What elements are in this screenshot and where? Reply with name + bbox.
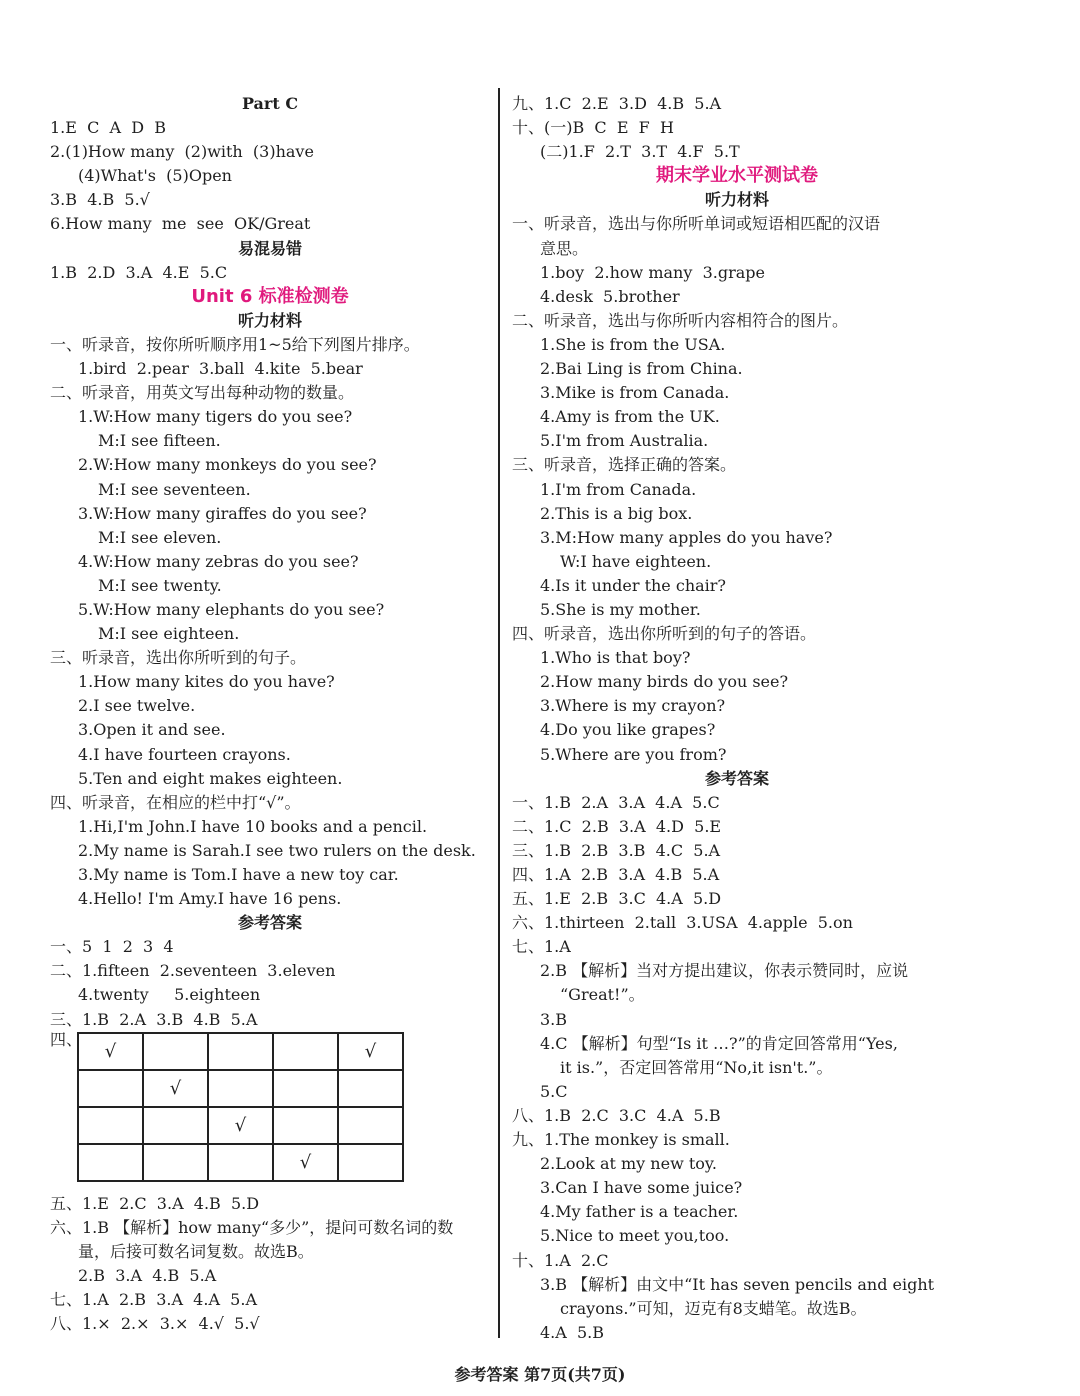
text-line: W:I have eighteen. — [560, 551, 712, 571]
text-line: 一、5 1 2 3 4 — [50, 937, 174, 957]
left-column — [50, 92, 490, 1336]
grid-row — [78, 1070, 403, 1107]
text-line: 七、1.A 2.B 3.A 4.A 5.A — [50, 1290, 257, 1310]
text-line: 1.Hi,I'm John.I have 10 books and a pencil. — [78, 816, 428, 836]
test-title: 期末学业水平测试卷 — [656, 165, 818, 187]
grid-cell — [338, 1144, 403, 1181]
text-line: 六、1.thirteen 2.tall 3.USA 4.apple 5.on — [512, 913, 853, 933]
section-heading: 参考答案 — [237, 913, 302, 933]
text-line: 5.W:How many elephants do you see? — [78, 599, 385, 619]
section-heading: 听力材料 — [237, 310, 302, 330]
grid-cell — [143, 1033, 208, 1070]
grid-row — [78, 1033, 403, 1070]
text-line: 三、听录音，选出你所听到的句子。 — [50, 648, 307, 668]
grid-cell — [78, 1070, 143, 1107]
text-line: 三、1.B 2.A 3.B 4.B 5.A — [50, 1009, 258, 1029]
grid-cell: √ — [78, 1033, 143, 1070]
text-line: 七、1.A — [512, 937, 571, 957]
text-line: 1.bird 2.pear 3.ball 4.kite 5.bear — [78, 359, 363, 379]
text-line: 3.M:How many apples do you have? — [540, 527, 833, 547]
column-divider — [498, 88, 500, 1338]
text-line: 四、1.A 2.B 3.A 4.B 5.A — [512, 865, 720, 884]
text-line: 一、听录音，按你所听顺序用1~5给下列图片排序。 — [50, 334, 420, 354]
text-line: 3.Mike is from Canada. — [540, 383, 730, 403]
text-line: 4.C 【解析】句型“Is it …?”的肯定回答常用“Yes, — [540, 1033, 898, 1053]
section-heading: Part C — [241, 94, 299, 113]
text-line: 十、(一)B C E F H — [512, 118, 674, 138]
text-line: 4.Hello! I'm Amy.I have 16 pens. — [78, 889, 342, 909]
text-line: 2.B 【解析】当对方提出建议，你表示赞同时，应说 — [540, 961, 909, 981]
text-line: 3.Can I have some juice? — [540, 1178, 743, 1198]
test-title: Unit 6 标准检测卷 — [191, 285, 349, 307]
answer-grid-block — [50, 1029, 490, 1192]
grid-cell — [143, 1107, 208, 1144]
text-line: 5.She is my mother. — [540, 599, 701, 619]
text-line: 二、1.C 2.B 3.A 4.D 5.E — [512, 816, 722, 836]
text-line: 4.My father is a teacher. — [540, 1202, 739, 1222]
text-line: 八、1.× 2.× 3.× 4.√ 5.√ — [50, 1314, 260, 1334]
text-line: 1.I'm from Canada. — [540, 479, 697, 499]
text-line: 一、1.B 2.A 3.A 4.A 5.C — [512, 792, 720, 812]
text-line: 1.How many kites do you have? — [78, 672, 335, 692]
text-line: 4.twenty 5.eighteen — [78, 985, 261, 1005]
text-line: 5.Where are you from? — [540, 744, 727, 764]
text-line: 3.Open it and see. — [78, 720, 226, 740]
text-line: 八、1.B 2.C 3.C 4.A 5.B — [512, 1105, 721, 1125]
grid-cell — [208, 1070, 273, 1107]
text-line: M:I see eighteen. — [98, 624, 240, 644]
text-line: M:I see fifteen. — [98, 431, 221, 451]
grid-cell: √ — [273, 1144, 338, 1181]
grid-row — [78, 1144, 403, 1181]
grid-row — [78, 1107, 403, 1144]
text-line: 4.desk 5.brother — [540, 286, 680, 306]
text-line: 3.B 4.B 5.√ — [50, 190, 150, 210]
grid-cell — [273, 1033, 338, 1070]
text-line: 6.How many me see OK/Great — [50, 214, 311, 234]
text-line: 3.My name is Tom.I have a new toy car. — [78, 865, 399, 884]
text-line: 2.Bai Ling is from China. — [540, 359, 743, 379]
text-line: 1.Who is that boy? — [540, 648, 691, 668]
left-text-block-after — [50, 1192, 490, 1337]
grid-cell: √ — [143, 1070, 208, 1107]
grid-label: 四、 — [50, 1029, 83, 1049]
text-line: 十、1.A 2.C — [512, 1250, 609, 1270]
text-line: (4)What's (5)Open — [78, 166, 232, 186]
answer-grid — [77, 1032, 404, 1182]
text-line: 5.Nice to meet you,too. — [540, 1226, 730, 1246]
left-text-block — [50, 92, 490, 1032]
text-line: crayons.”可知，迈克有8支蜡笔。故选B。 — [560, 1298, 867, 1318]
text-line: 4.Amy is from the UK. — [540, 407, 720, 427]
text-line: 一、听录音，选出与你所听单词或短语相匹配的汉语 — [512, 214, 881, 234]
text-line: 4.Is it under the chair? — [540, 575, 727, 595]
right-column — [512, 92, 962, 1345]
grid-cell — [78, 1144, 143, 1181]
text-line: 2.My name is Sarah.I see two rulers on the desk. — [78, 840, 476, 860]
text-line: 四、听录音，选出你所听到的句子的答语。 — [512, 624, 817, 644]
page-footer: 参考答案 第7页(共7页) — [454, 1365, 626, 1384]
text-line: (二)1.F 2.T 3.T 4.F 5.T — [540, 142, 740, 162]
text-line: 4.I have fourteen crayons. — [78, 744, 291, 764]
text-line: 4.Do you like grapes? — [540, 720, 716, 740]
text-line: 量，后接可数名词复数。故选B。 — [78, 1241, 314, 1261]
grid-cell — [208, 1033, 273, 1070]
text-line: 1.E C A D B — [50, 118, 167, 138]
text-line: 六、1.B 【解析】how many“多少”，提问可数名词的数 — [50, 1217, 454, 1237]
text-line: 意思。 — [540, 238, 589, 258]
grid-cell — [338, 1070, 403, 1107]
text-line: 5.I'm from Australia. — [540, 431, 709, 451]
text-line: “Great!”。 — [560, 985, 645, 1005]
grid-cell: √ — [208, 1107, 273, 1144]
section-heading: 易混易错 — [237, 238, 302, 258]
text-line: it is.”，否定回答常用“No,it isn't.”。 — [560, 1057, 833, 1077]
grid-cell — [338, 1107, 403, 1144]
text-line: 五、1.E 2.C 3.A 4.B 5.D — [50, 1193, 260, 1213]
text-line: 2.This is a big box. — [540, 503, 693, 523]
grid-cell — [273, 1107, 338, 1144]
text-line: 2.(1)How many (2)with (3)have — [50, 142, 314, 162]
grid-cell: √ — [338, 1033, 403, 1070]
text-line: 1.B 2.D 3.A 4.E 5.C — [50, 262, 228, 282]
grid-cell — [273, 1070, 338, 1107]
text-line: M:I see eleven. — [98, 527, 222, 547]
text-line: 5.C — [540, 1081, 568, 1101]
text-line: 2.I see twelve. — [78, 696, 196, 716]
text-line: 3.B — [540, 1009, 568, 1029]
text-line: 2.W:How many monkeys do you see? — [78, 455, 377, 475]
text-line: M:I see seventeen. — [98, 479, 251, 499]
text-line: 四、听录音，在相应的栏中打“√”。 — [50, 792, 301, 812]
text-line: 二、听录音，选出与你所听内容相符合的图片。 — [512, 310, 849, 330]
grid-cell — [143, 1144, 208, 1181]
text-line: 三、听录音，选择正确的答案。 — [512, 455, 737, 475]
text-line: 2.B 3.A 4.B 5.A — [78, 1265, 217, 1285]
text-line: 1.She is from the USA. — [540, 334, 726, 354]
text-line: 1.boy 2.how many 3.grape — [540, 262, 765, 282]
text-line: 二、听录音，用英文写出每种动物的数量。 — [50, 383, 355, 403]
section-heading: 听力材料 — [704, 190, 769, 210]
text-line: 九、1.The monkey is small. — [512, 1130, 730, 1150]
text-line: 4.A 5.B — [540, 1322, 605, 1342]
text-line: 4.W:How many zebras do you see? — [78, 551, 359, 571]
text-line: 1.W:How many tigers do you see? — [78, 407, 353, 427]
text-line: 2.How many birds do you see? — [540, 672, 789, 692]
text-line: 二、1.fifteen 2.seventeen 3.eleven — [50, 961, 336, 981]
grid-cell — [208, 1144, 273, 1181]
text-line: 五、1.E 2.B 3.C 4.A 5.D — [512, 889, 722, 909]
grid-cell — [78, 1107, 143, 1144]
text-line: 3.W:How many giraffes do you see? — [78, 503, 367, 523]
text-line: 3.B 【解析】由文中“It has seven pencils and eight — [540, 1274, 935, 1294]
text-line: 2.Look at my new toy. — [540, 1154, 717, 1174]
text-line: M:I see twenty. — [98, 575, 222, 595]
text-line: 九、1.C 2.E 3.D 4.B 5.A — [512, 94, 722, 113]
text-line: 3.Where is my crayon? — [540, 696, 726, 716]
text-line: 三、1.B 2.B 3.B 4.C 5.A — [512, 840, 721, 860]
text-line: 5.Ten and eight makes eighteen. — [78, 768, 343, 788]
section-heading: 参考答案 — [704, 768, 769, 788]
